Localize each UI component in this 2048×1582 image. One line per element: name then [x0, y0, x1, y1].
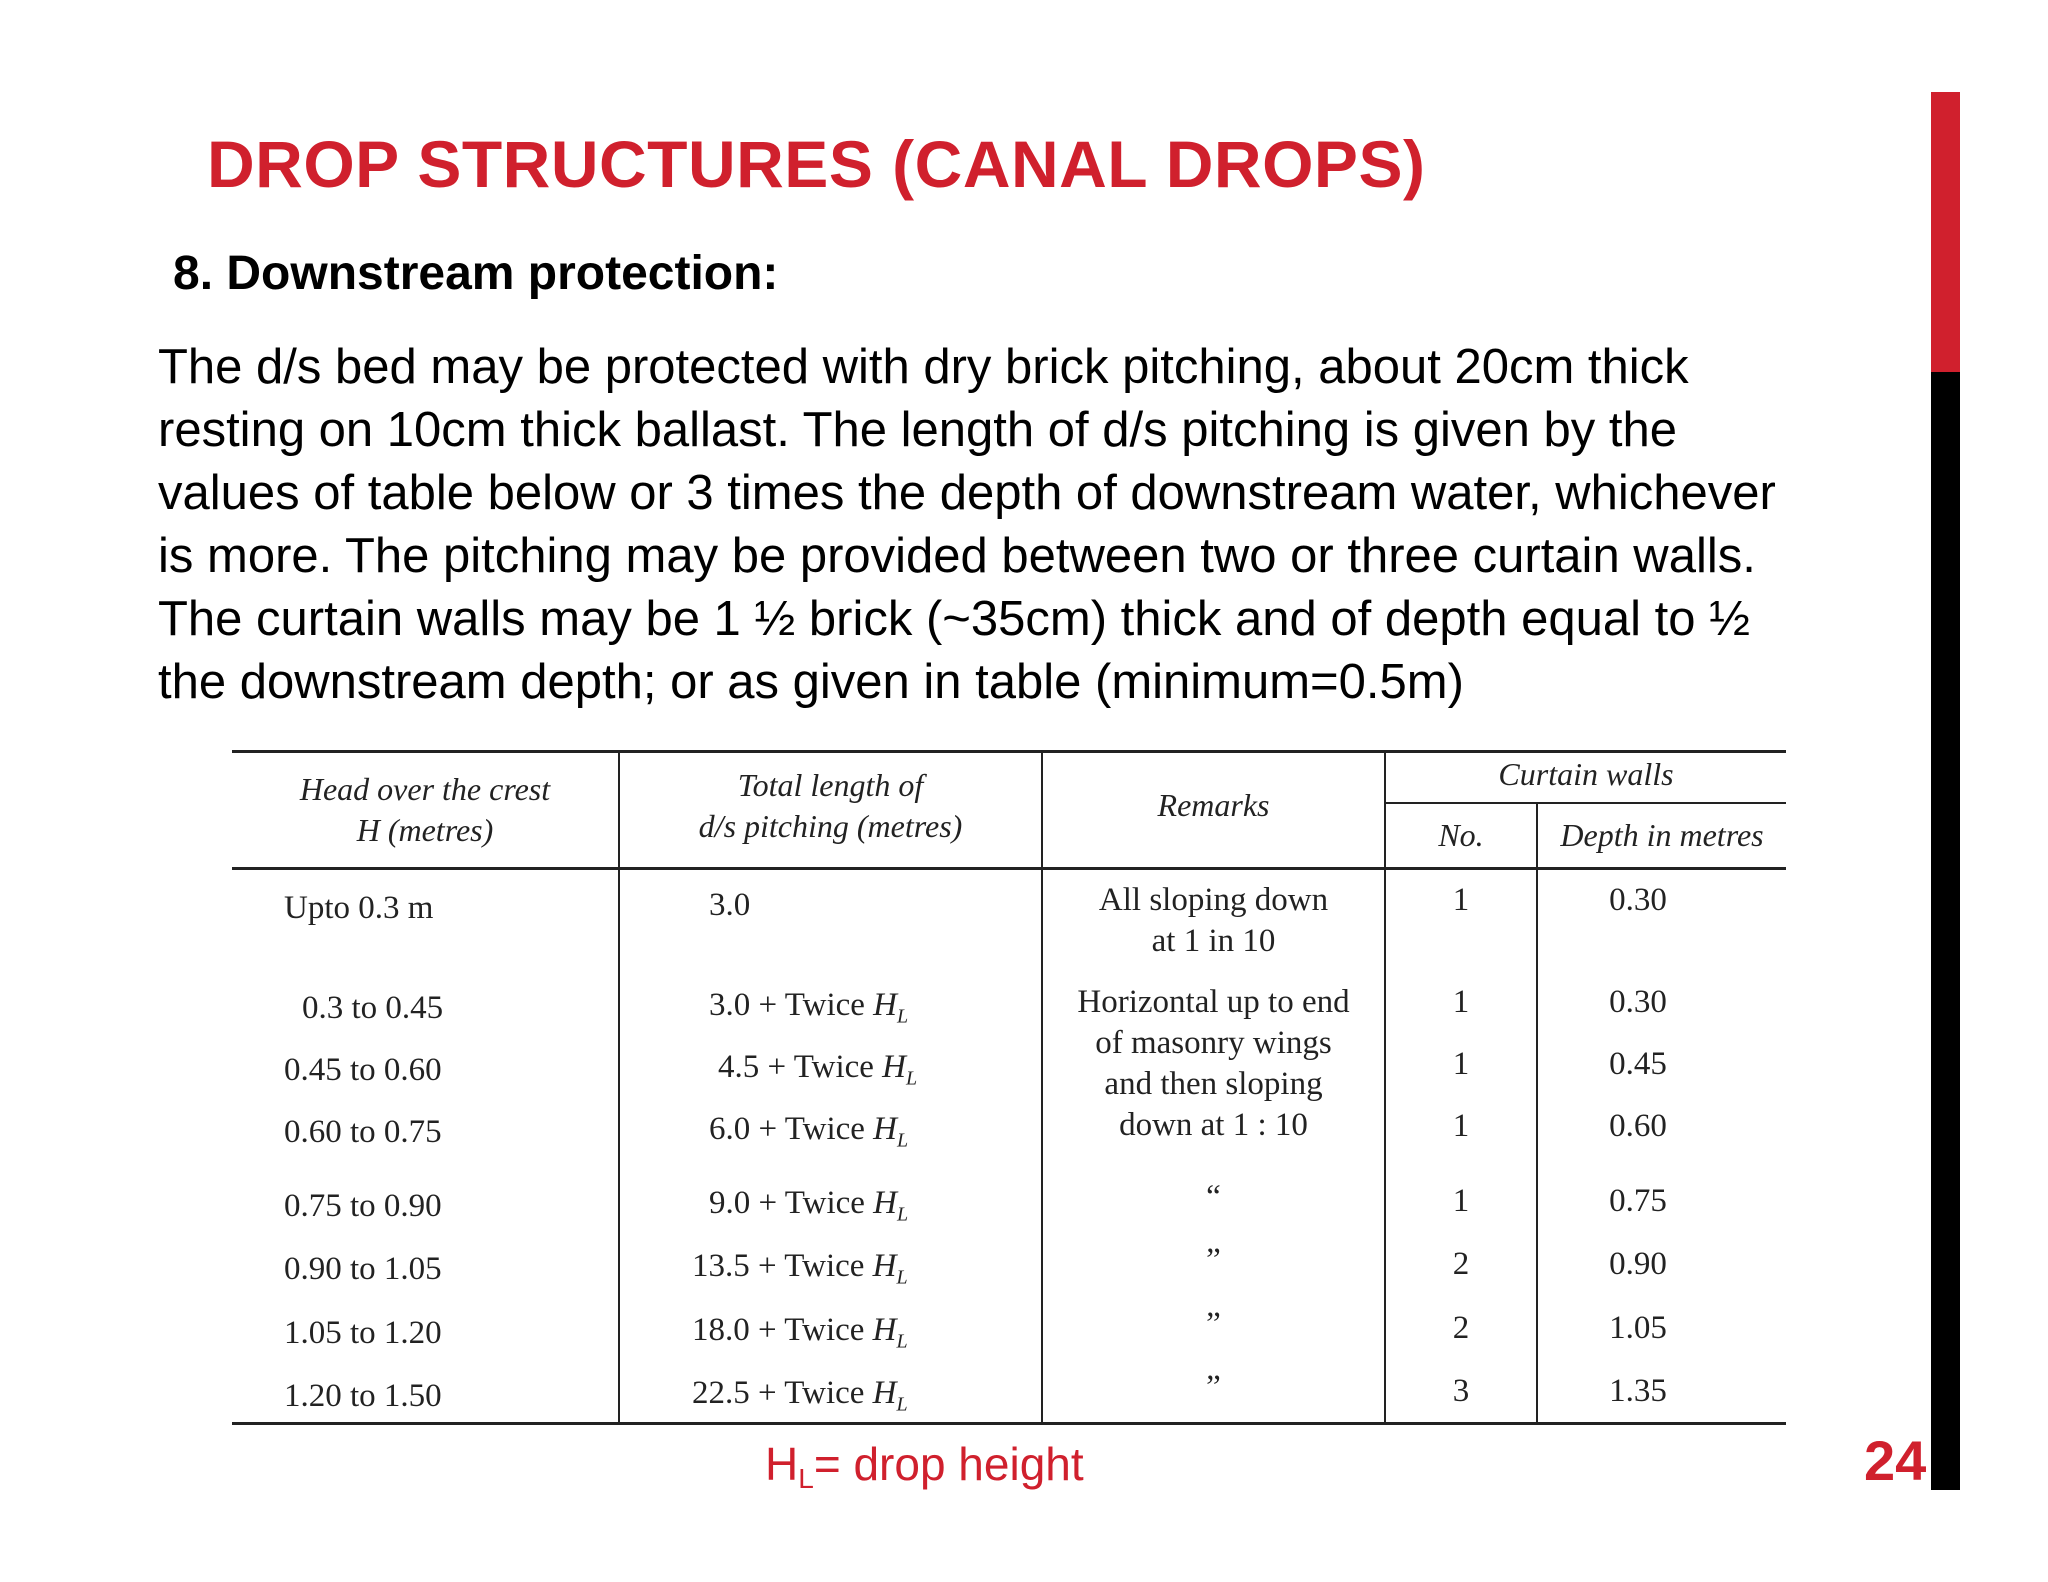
table-cell-depth: 0.30 [1609, 984, 1667, 1020]
table-cell-remark: ” [1206, 1306, 1221, 1342]
table-cell-length [692, 1246, 908, 1299]
footnote-text: = drop height [813, 1438, 1084, 1490]
body-line: resting on 10cm thick ballast. The length of d/s pitching is given by the [158, 403, 1677, 457]
table-cell-no: 1 [1452, 1183, 1470, 1219]
table-cell-remark: ” [1206, 1369, 1221, 1405]
length-text: 22.5 + Twice [692, 1375, 865, 1411]
length-text: 9.0 + Twice [709, 1185, 865, 1221]
table-cell-remark [1043, 880, 1384, 962]
table-cell-length [718, 1047, 917, 1100]
remark-line: at 1 in 10 [1151, 923, 1276, 959]
hl-symbol: H [873, 987, 898, 1023]
body-line: the downstream depth; or as given in table (minimum=0.5m) [158, 655, 1464, 709]
table-cell-depth: 1.35 [1609, 1373, 1667, 1409]
hl-symbol: H [872, 1248, 897, 1284]
table-cell-no: 1 [1452, 1046, 1470, 1082]
remark-line: Horizontal up to end [1077, 984, 1350, 1020]
table-cell-remark-span [1043, 982, 1384, 1146]
footnote-symbol: H [765, 1438, 799, 1490]
body-line: is more. The pitching may be provided between two or three curtain walls. [158, 529, 1756, 583]
footnote-subscript: L [798, 1463, 814, 1494]
table-cell-no: 1 [1452, 1108, 1470, 1144]
curtain-walls-rule [1384, 802, 1786, 804]
hl-subscript: L [896, 1330, 908, 1353]
length-text: 3.0 + Twice [709, 987, 865, 1023]
hl-subscript: L [906, 1067, 918, 1090]
slide-title: DROP STRUCTURES (CANAL DROPS) [207, 127, 1426, 201]
table-cell-length: 3.0 [709, 887, 751, 923]
length-text: 6.0 + Twice [709, 1111, 865, 1147]
header-head-line2: H (metres) [356, 812, 494, 848]
table-cell-head: 0.3 to 0.45 [302, 990, 444, 1026]
body-line: values of table below or 3 times the depth of downstream water, whichever [158, 466, 1776, 520]
remark-line: down at 1 : 10 [1119, 1107, 1308, 1143]
table-cell-length [692, 1310, 908, 1363]
header-length-line2: d/s pitching (metres) [698, 808, 963, 844]
pitching-table [232, 745, 1786, 1425]
body-line: The curtain walls may be 1 ½ brick (~35cm) thick and of depth equal to ½ [158, 592, 1750, 646]
table-cell-no: 1 [1452, 882, 1470, 918]
table-cell-head: 1.20 to 1.50 [284, 1378, 442, 1414]
header-length-line1: Total length of [737, 767, 924, 803]
hl-subscript: L [897, 1203, 909, 1226]
table-cell-remark: “ [1206, 1179, 1221, 1215]
accent-bar-black [1931, 372, 1960, 1490]
header-remarks: Remarks [1157, 787, 1270, 823]
hl-symbol: H [882, 1049, 907, 1085]
table-cell-head: 0.90 to 1.05 [284, 1251, 442, 1287]
remark-line: All sloping down [1098, 882, 1329, 918]
hl-symbol: H [873, 1185, 898, 1221]
column-rule [618, 750, 620, 1424]
table-cell-no: 3 [1452, 1373, 1470, 1409]
footnote-drop-height [765, 1437, 1084, 1495]
hl-symbol: H [872, 1375, 897, 1411]
header-curtain-walls: Curtain walls [1498, 756, 1674, 792]
header-depth: Depth in metres [1560, 817, 1764, 853]
section-heading: 8. Downstream protection: [173, 247, 779, 300]
table-cell-depth: 1.05 [1609, 1310, 1667, 1346]
page-number: 24 [1864, 1429, 1927, 1492]
hl-symbol: H [872, 1312, 897, 1348]
length-text: 4.5 + Twice [718, 1049, 874, 1085]
table-top-rule [232, 750, 1786, 753]
length-text: 13.5 + Twice [692, 1248, 865, 1284]
table-cell-head: 0.60 to 0.75 [284, 1114, 442, 1150]
table-cell-head: Upto 0.3 m [284, 890, 434, 926]
table-cell-depth: 0.75 [1609, 1183, 1667, 1219]
header-no: No. [1438, 817, 1484, 853]
table-cell-depth: 0.30 [1609, 882, 1667, 918]
hl-symbol: H [873, 1111, 898, 1147]
length-text: 18.0 + Twice [692, 1312, 865, 1348]
accent-bar-red [1931, 92, 1960, 372]
body-paragraph [158, 336, 1918, 714]
table-cell-depth: 0.90 [1609, 1246, 1667, 1282]
table-bottom-rule [232, 1422, 1786, 1425]
header-length [620, 765, 1041, 847]
header-head-line1: Head over the crest [299, 771, 551, 807]
header-head [232, 769, 618, 851]
table-cell-length [709, 1183, 908, 1236]
table-cell-no: 2 [1452, 1310, 1470, 1346]
remark-line: and then sloping [1104, 1066, 1323, 1102]
table-cell-head: 0.75 to 0.90 [284, 1188, 442, 1224]
table-cell-no: 2 [1452, 1246, 1470, 1282]
table-cell-no: 1 [1452, 984, 1470, 1020]
hl-subscript: L [897, 1129, 909, 1152]
remark-line: of masonry wings [1095, 1025, 1332, 1061]
table-cell-length [709, 1109, 908, 1162]
table-cell-length [692, 1373, 908, 1426]
body-line: The d/s bed may be protected with dry brick pitching, about 20cm thick [158, 340, 1689, 394]
hl-subscript: L [896, 1393, 908, 1416]
table-cell-head: 0.45 to 0.60 [284, 1052, 442, 1088]
hl-subscript: L [897, 1005, 909, 1028]
header-bottom-rule [232, 867, 1786, 870]
table-cell-depth: 0.60 [1609, 1108, 1667, 1144]
hl-subscript: L [896, 1266, 908, 1289]
table-cell-head: 1.05 to 1.20 [284, 1315, 442, 1351]
table-cell-length [709, 985, 908, 1038]
table-cell-remark: ” [1206, 1242, 1221, 1278]
table-cell-depth: 0.45 [1609, 1046, 1667, 1082]
